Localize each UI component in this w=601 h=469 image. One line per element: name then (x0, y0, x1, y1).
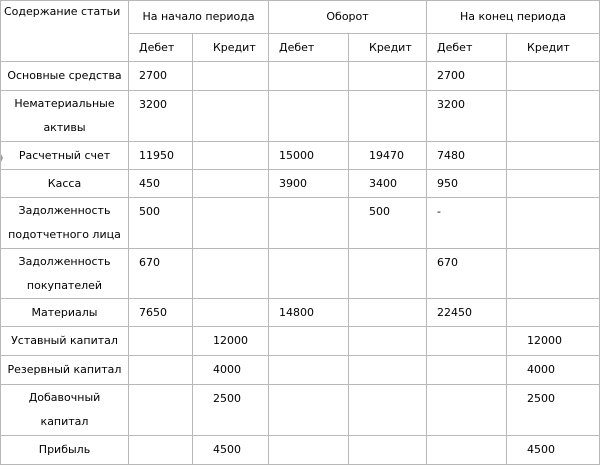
row-label: Расчетный счет (1, 142, 129, 170)
table-row (1, 249, 600, 299)
cell-start-debit (129, 327, 193, 356)
cell-start-credit (193, 198, 269, 249)
cell-start-credit: 4000 (193, 356, 269, 385)
cell-turnover-debit: 14800 (269, 299, 349, 327)
cell-start-credit (193, 62, 269, 91)
cell-end-credit (507, 62, 600, 91)
cell-turnover-credit (349, 62, 427, 91)
row-label: Основные средства (1, 62, 129, 91)
cell-end-debit: - (427, 198, 507, 249)
cell-end-debit: 950 (427, 170, 507, 198)
cell-end-debit: 670 (427, 249, 507, 299)
header-start-debit: Дебет (129, 34, 193, 62)
cell-end-credit: 12000 (507, 327, 600, 356)
header-end-credit: Кредит (507, 34, 600, 62)
table-row (1, 91, 600, 142)
table-row (1, 385, 600, 436)
row-label: Прибыль (1, 436, 129, 465)
cell-start-debit (129, 356, 193, 385)
cell-end-credit: 2500 (507, 385, 600, 436)
cell-end-debit: 2700 (427, 62, 507, 91)
table-row (1, 327, 600, 356)
row-label: Материалы (1, 299, 129, 327)
cell-start-debit: 500 (129, 198, 193, 249)
table-row (1, 198, 600, 249)
header-group-start: На начало периода (129, 1, 269, 34)
cell-turnover-debit (269, 249, 349, 299)
cell-start-debit (129, 436, 193, 465)
cell-start-credit (193, 249, 269, 299)
cell-turnover-credit: 500 (349, 198, 427, 249)
cell-end-debit: 22450 (427, 299, 507, 327)
table-row (1, 142, 600, 170)
row-label: Уставный капитал (1, 327, 129, 356)
header-end-debit: Дебет (427, 34, 507, 62)
cell-turnover-credit: 19470 (349, 142, 427, 170)
cell-start-credit: 4500 (193, 436, 269, 465)
cell-start-credit: 2500 (193, 385, 269, 436)
row-label: Резервный капитал (1, 356, 129, 385)
cell-turnover-credit (349, 385, 427, 436)
table-row (1, 62, 600, 91)
cell-turnover-debit: 3900 (269, 170, 349, 198)
cell-start-debit (129, 385, 193, 436)
cell-turnover-credit (349, 249, 427, 299)
cell-start-debit: 450 (129, 170, 193, 198)
table-row (1, 356, 600, 385)
cell-turnover-debit (269, 436, 349, 465)
cell-turnover-credit (349, 91, 427, 142)
cell-start-credit: 12000 (193, 327, 269, 356)
cell-start-credit (193, 170, 269, 198)
table-row (1, 299, 600, 327)
cell-start-debit: 2700 (129, 62, 193, 91)
header-item: Содержание статьи (1, 1, 129, 62)
row-label: Касса (1, 170, 129, 198)
cell-turnover-debit (269, 327, 349, 356)
cell-start-credit (193, 299, 269, 327)
cell-turnover-credit (349, 327, 427, 356)
cell-start-debit: 3200 (129, 91, 193, 142)
header-turnover-debit: Дебет (269, 34, 349, 62)
cell-turnover-debit (269, 385, 349, 436)
cell-turnover-debit (269, 91, 349, 142)
cell-start-credit (193, 142, 269, 170)
cell-end-debit (427, 436, 507, 465)
cell-end-debit (427, 356, 507, 385)
cell-end-credit (507, 170, 600, 198)
cell-end-debit: 7480 (427, 142, 507, 170)
cell-start-debit: 11950 (129, 142, 193, 170)
header-turnover-credit: Кредит (349, 34, 427, 62)
cell-turnover-credit: 3400 (349, 170, 427, 198)
cell-end-credit (507, 249, 600, 299)
row-label: Задолженность покупателей (1, 249, 129, 299)
cell-end-debit (427, 385, 507, 436)
table-row (1, 170, 600, 198)
cell-end-credit (507, 91, 600, 142)
cell-turnover-credit (349, 356, 427, 385)
cell-end-credit (507, 198, 600, 249)
cell-start-credit (193, 91, 269, 142)
cell-turnover-debit (269, 198, 349, 249)
cell-turnover-credit (349, 436, 427, 465)
row-label: Добавочный капитал (1, 385, 129, 436)
row-label: Нематериальные активы (1, 91, 129, 142)
header-group-turnover: Оборот (269, 1, 427, 34)
row-label: Задолженность подотчетного лица (1, 198, 129, 249)
cell-turnover-credit (349, 299, 427, 327)
cell-end-credit: 4500 (507, 436, 600, 465)
cell-turnover-debit (269, 62, 349, 91)
cell-end-credit: 4000 (507, 356, 600, 385)
header-group-end: На конец периода (427, 1, 600, 34)
cell-turnover-debit: 15000 (269, 142, 349, 170)
cell-start-debit: 7650 (129, 299, 193, 327)
table-row (1, 436, 600, 465)
cell-end-debit: 3200 (427, 91, 507, 142)
cell-start-debit: 670 (129, 249, 193, 299)
header-row-groups (1, 1, 600, 34)
cell-end-credit (507, 299, 600, 327)
header-start-credit: Кредит (193, 34, 269, 62)
cell-turnover-debit (269, 356, 349, 385)
cell-end-debit (427, 327, 507, 356)
cell-end-credit (507, 142, 600, 170)
